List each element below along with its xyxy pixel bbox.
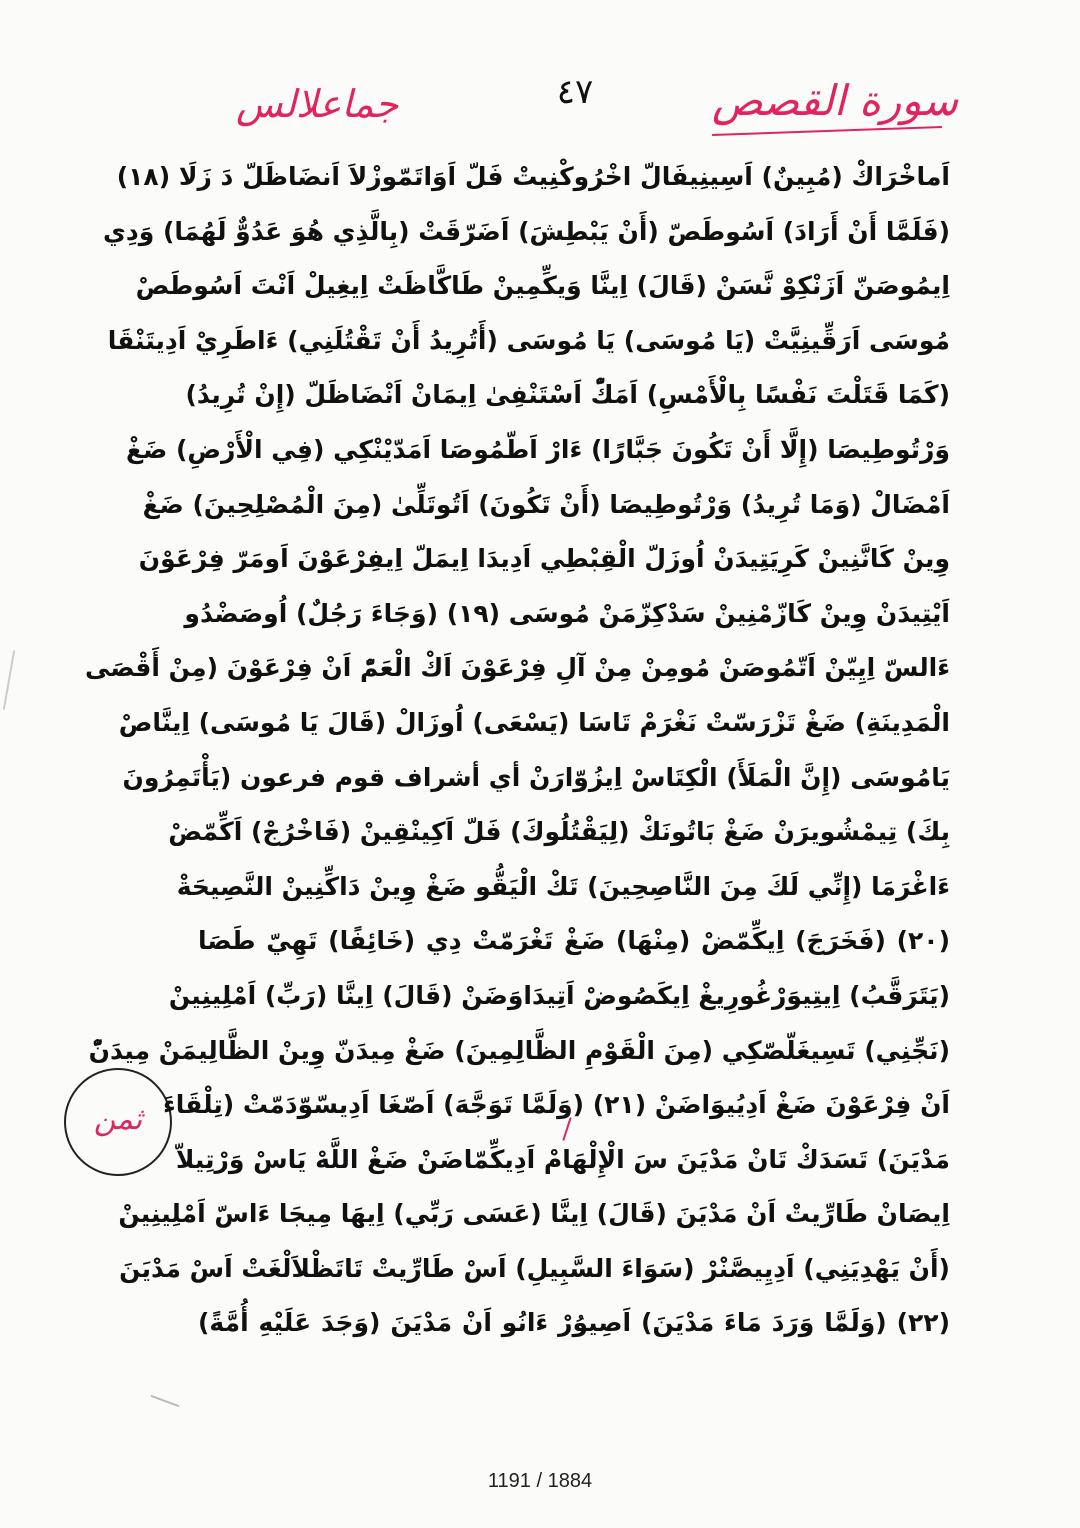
text-line: (أَنْ يَهْدِيَنِي) اَدِيِيصَّنْرْ (سَوَاءَ السَّبِيلِ) اَسْ طَارِّيتْ تَاتَظْلاَلْغَتْ اَسْ مَدْيَنَ [119, 1253, 950, 1283]
text-line: (نَجِّنِي) تَسِيغَلّصّكِي (مِنَ الْقَوْمِ الظَّالِمِينَ) ضَغْ مِيدَنّ وِينْ الظَّالِيمَنْ مِيدَنّْ [88, 1035, 950, 1065]
text-line: (كَمَا قَتَلْتَ نَفْسًا بِالْأَمْسِ) اَمَكّْ اَسْتَنْفِیٰ اِيمَانْ اَنْضَاظَلّ (إِنْ تُرِيدُ) [185, 380, 950, 410]
margin-circle-note: ثمن [93, 1102, 143, 1137]
text-line: ءَاغْرَمَا (إِنِّي لَكَ مِنَ النَّاصِحِينَ) تَكْ الْيَقُّو ضَغْ وِينْ دَاكِّنِينْ النَّصِيحَةْ [176, 871, 950, 901]
text-line: مَدْيَنَ) تَسَدَكْ تَانْ مَدْيَنَ سَ الْإِلْهَامْ اَدِيكِّمّاضَنْ ضَغْ اللَّهْ يَاسْ وَرْتِيلاّ [175, 1144, 950, 1174]
text-line: يَامُوسَى (إِنَّ الْمَلَأَ) الْكِتَاسْ اِيزُوّارَنْ أي أشراف قوم فرعون (يَأْتَمِرُونَ [122, 762, 950, 792]
text-line: اِيصَانْ طَارِّيتْ اَنْ مَدْيَنَ (قَالَ) اِينَّا (عَسَى رَبِّي) اِيهَا مِيجَا ءَاسّ اَمْلِينِينْ [118, 1199, 950, 1229]
text-line: ءَالسّ اِيِيّنْ اَتّمُوصَنْ مُومِنْ مِنْ آلِ فِرْعَوْنَ اَكْ الْعَمّْ اَنْ فِرْعَوْنَ (مِنْ أَقْصَى [85, 653, 950, 683]
stray-pen-mark [151, 1395, 180, 1407]
page-counter: 1191 / 1884 [487, 1470, 593, 1492]
text-line: مُوسَى اَرَقِّينِيَّتْ (يَا مُوسَى) يَا مُوسَى (أَتُرِيدُ أَنْ تَقْتُلَنِي) ءَاطَرِيْ اَدِيتَنْقَا [107, 325, 950, 355]
text-line: (٢٢) (وَلَمَّا وَرَدَ مَاءَ مَدْيَنَ) اَصِيوُرْ ءَانُو اَنْ مَدْيَنَ (وَجَدَ عَلَيْهِ أُمَّةً) [198, 1308, 950, 1338]
text-line: (يَتَرَقَّبُ) اِيتِيوَرْغُورِيغْ اِيكَصُوضْ اَتِيدَاوَضَنْ (قَالَ) اِينَّا (رَبِّ) اَمْلِينِينْ [168, 980, 950, 1010]
page-number: ٤٧ [556, 72, 594, 112]
text-line: اَيْتِيدَنْ وِينْ كَازّمْنِينْ سَدْكِزّمَنْ مُوسَى (١٩) (وَجَاءَ رَجُلٌ) اُوصَضْدُو [184, 598, 950, 628]
text-line: وَرْتُوطِيصَا (إِلَّا أَنْ تَكُونَ جَبَّارًا) ءَارْ اَطّمُوصَا اَمَدّيْنْكِي (فِي الْأَرْضِ) ضَغْ [126, 434, 950, 464]
scan-edge-mark [3, 650, 15, 709]
text-line: الْمَدِينَةِ) ضَغْ تَزْرَسّتْ نَغْرَمْ تَاسَا (يَسْعَى) اُوزَالْ (قَالَ يَا مُوسَى) اِينَّاصْ [118, 707, 950, 737]
text-line: اَمْضَالْ (وَمَا تُرِيدُ) وَرْتُوطِيصَا (أَنْ تَكُونَ) اَتُوتَلِّیٰ (مِنَ الْمُصْلِحِينَ) ضَغْ [142, 489, 950, 519]
text-line: (٢٠) (فَخَرَجَ) اِيكِّمّضْ (مِنْهَا) ضَغْ تَغْرَمّتْ دِي (خَائِفًا) تَهِيّ طَصَا [198, 926, 950, 956]
text-line: بِكَ) تِيمْشُويرَنْ ضَغْ بَاتُونَكْ (لِيَقْتُلُوكَ) فَلّ اَكِينْقِينْ (فَاخْرُجْ) اَكِّمّضْ [168, 817, 950, 847]
text-line: (فَلَمَّا أَنْ أَرَادَ) اَسُوطَصّ (أَنْ يَبْطِشَ) اَضَرّقَتْ (بِالَّذِي هُوَ عَدُوٌّ لَهُمَا) وَدِي [103, 216, 950, 246]
text-line: وِينْ كَانَّنِينْ كَرِيَتِيدَنْ اُوزَلّ الْقِبْطِي اَدِيدَا اِيمَلّ اِيفِرْعَوْنَ اَومَرّ فِرْعَوْنَ [138, 544, 950, 574]
handwritten-underline [712, 126, 942, 136]
text-line: اِيمُوصَنّ اَزَنْكِوْ نَّسَنْ (قَالَ) اِينَّا وَيكِّمِينْ طَاكَّاظَتْ اِيغِيلْ اَنْتَ اَسُوطَصْ [135, 271, 950, 301]
text-line: اَماخْرَاكْ (مُبِينٌ) اَسِينِيفَالّ اخْرُوكْنِيتْ فَلّ اَوَاتَمّوزْلاَ اَنضَاظَلّ دَ زَلَا (١٨) [116, 162, 950, 191]
handwritten-surah-title: سورة القصص [712, 76, 959, 125]
text-line: اَنْ فِرْعَوْنَ ضَغْ اَدِيُيوَاضَنْ (٢١) (وَلَمَّا تَوَجَّهَ) اَصّغَا اَدِيسّوّدَمّتْ (تِلْقَاءَ [162, 1090, 950, 1120]
handwritten-note-left: جماعلالس [236, 82, 399, 126]
